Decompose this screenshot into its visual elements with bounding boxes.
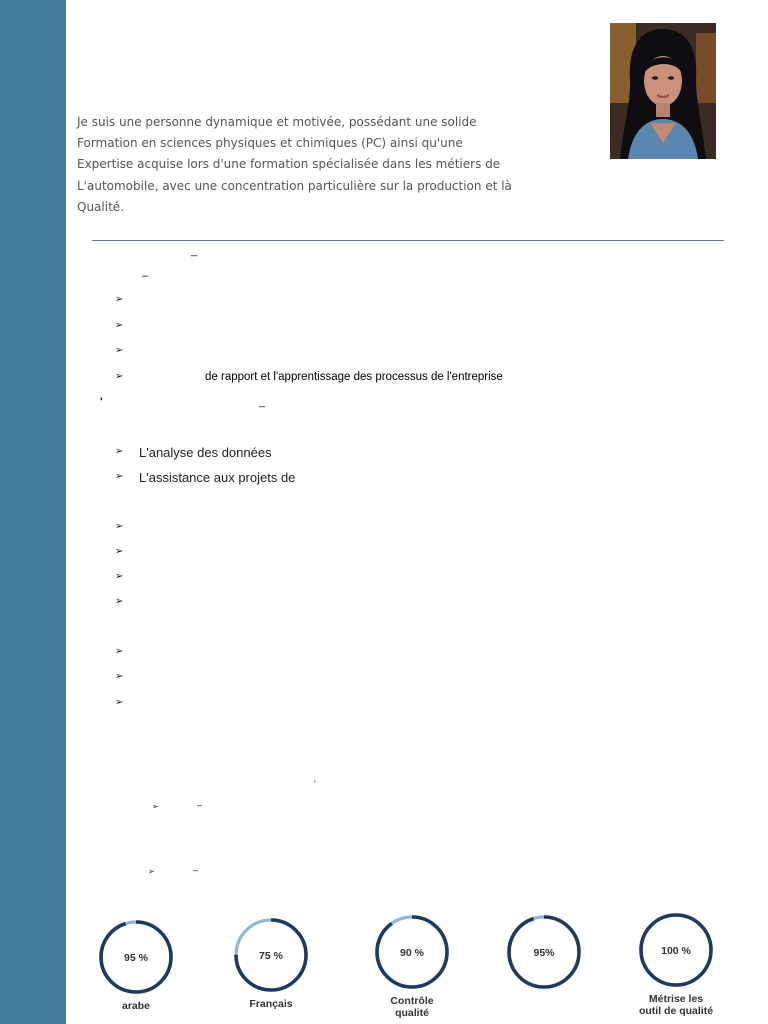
profile-line: Formation en sciences physiques et chimiques (PC) ainsi qu'une [77,136,463,151]
gauge-ring [505,913,583,991]
gauge-ring [97,918,175,996]
bullet-icon: ➢ [115,446,124,457]
profile-line: L'automobile, avec une concentration particulière sur la production et là [77,178,512,193]
bullet-icon: ➢ [115,294,124,305]
sidebar-band [0,0,66,1024]
skill-gauge [505,913,583,995]
dash-mark: – [193,865,199,875]
bullet-icon: ➢ [115,521,124,532]
bullet-icon: ➢ [115,345,124,356]
dash-mark: _ [191,245,198,257]
bullet-icon: ➢ [115,596,124,607]
apostrophe-mark: ' [314,779,316,789]
bullet-icon: ➢ [152,802,159,811]
bullet-icon: ➢ [115,471,124,482]
experience-item: de rapport et l'apprentissage des processus de l'entreprise [205,371,503,383]
apostrophe-mark: ' [100,396,103,408]
dash-mark: – [142,270,149,282]
skill-percent: 100 % [661,945,691,957]
gauge-ring [373,913,451,991]
bullet-icon: ➢ [115,546,124,557]
skill-gauge [637,911,715,1017]
profile-photo [610,23,716,159]
skill-label: Métrise les outil de qualité [638,993,714,1017]
skill-percent: 95 % [124,952,148,964]
bullet-icon: ➢ [115,671,124,682]
experience-item: L'analyse des données [139,445,272,460]
bullet-icon: ➢ [148,867,155,876]
skill-percent: 95% [533,947,555,959]
skill-gauge [97,918,175,1012]
profile-summary [77,112,512,218]
gauge-ring [637,911,715,989]
profile-line: Qualité. [77,199,124,214]
bullet-icon: ➢ [115,371,124,382]
skill-gauge [373,913,451,1019]
skill-percent: 90 % [400,947,424,959]
bullet-icon: ➢ [115,646,124,657]
experience-item: L'assistance aux projets de [139,470,296,485]
profile-line: Je suis une personne dynamique et motivée, possédant une solide [77,115,477,129]
skill-percent: 75 % [259,950,283,962]
skill-label: arabe [121,1000,151,1012]
section-divider [92,240,724,241]
profile-line: Expertise acquise lors d'une formation spécialisée dans les métiers de [77,157,501,172]
skill-label: Français [249,998,293,1010]
dash-mark: _ [259,396,266,408]
bullet-icon: ➢ [115,571,124,582]
dash-mark: – [197,800,203,810]
skill-label: Contrôle qualité [390,995,434,1019]
gauge-ring [232,916,310,994]
bullet-icon: ➢ [115,320,124,331]
skill-gauge [232,916,310,1010]
bullet-icon: ➢ [115,697,124,708]
